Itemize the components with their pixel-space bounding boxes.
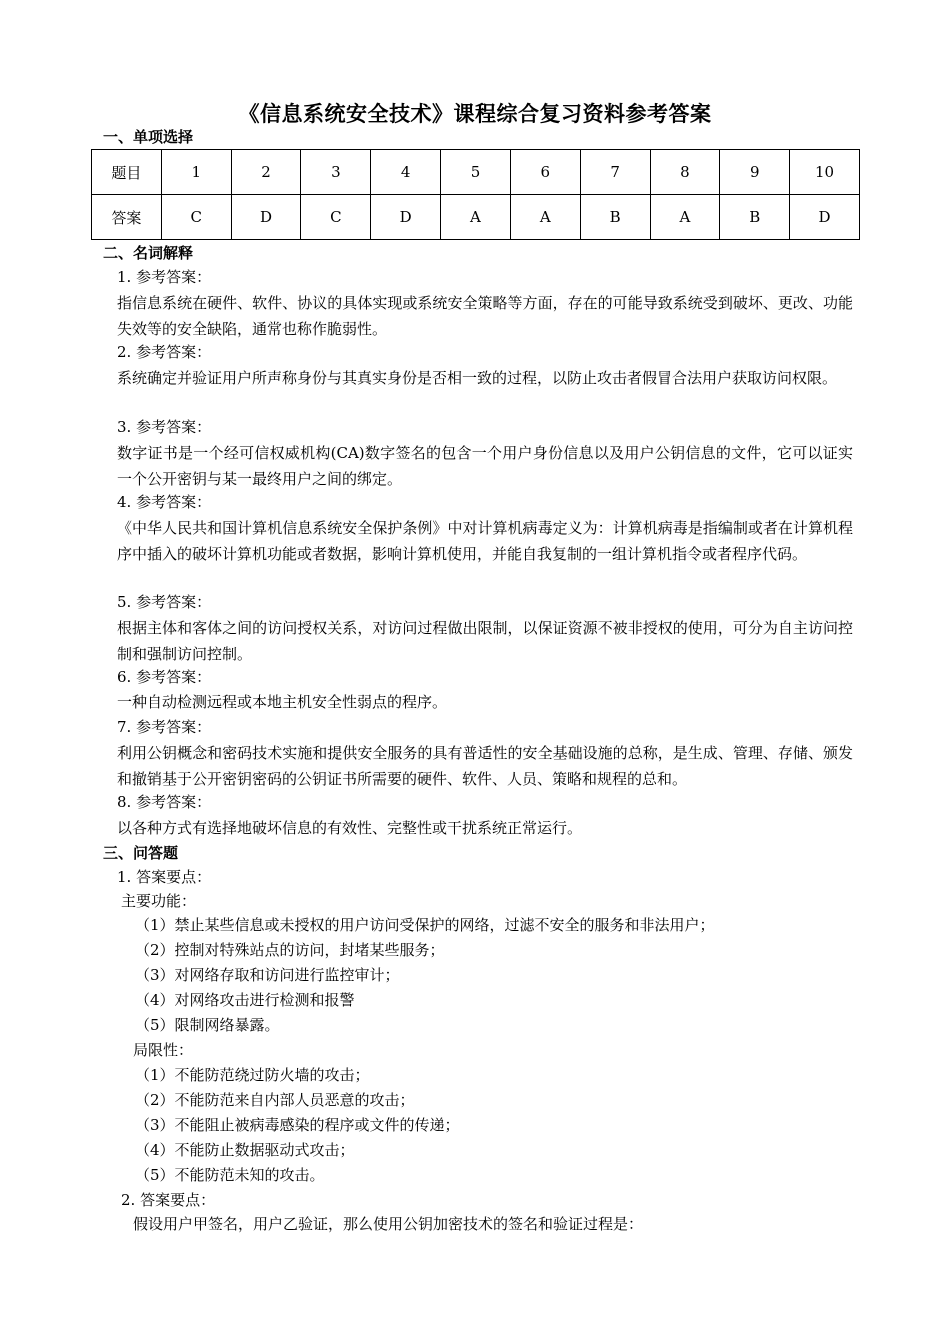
q1-limitations-label: 局限性： bbox=[133, 1041, 194, 1059]
table-cell: 2 bbox=[231, 150, 301, 195]
q2-text: 假设用户甲签名，用户乙验证，那么使用公钥加密技术的签名和验证过程是： bbox=[133, 1215, 644, 1233]
item-label: 5. 参考答案： bbox=[117, 593, 212, 611]
table-cell: 8 bbox=[650, 150, 720, 195]
item-text: 一种自动检测远程或本地主机安全性弱点的程序。 bbox=[117, 693, 448, 711]
table-cell: B bbox=[580, 195, 650, 240]
item-text: 根据主体和客体之间的访问授权关系，对访问过程做出限制，以保证资源不被非授权的使用，可分为自主访问控制和强制访问控制。 bbox=[117, 619, 853, 663]
list-item: （3）不能阻止被病毒感染的程序或文件的传递； bbox=[135, 1116, 460, 1134]
item-label: 8. 参考答案： bbox=[117, 793, 212, 811]
q2-label: 2. 答案要点： bbox=[121, 1191, 216, 1209]
item-text: 指信息系统在硬件、软件、协议的具体实现或系统安全策略等方面，存在的可能导致系统受到破坏、更改、功能失效等的安全缺陷，通常也称作脆弱性。 bbox=[117, 294, 853, 338]
table-cell: D bbox=[371, 195, 441, 240]
list-item: （4）对网络攻击进行检测和报警 bbox=[135, 991, 355, 1009]
list-item: （5）限制网络暴露。 bbox=[135, 1016, 280, 1034]
table-cell: C bbox=[161, 195, 231, 240]
item-label: 4. 参考答案： bbox=[117, 493, 212, 511]
table-cell: 6 bbox=[510, 150, 580, 195]
item-text: 数字证书是一个经可信权威机构(CA)数字签名的包含一个用户身份信息以及用户公钥信息的文件，它可以证实一个公开密钥与某一最终用户之间的绑定。 bbox=[117, 444, 853, 488]
table-cell: 7 bbox=[580, 150, 650, 195]
item-text: 《中华人民共和国计算机信息系统安全保护条例》中对计算机病毒定义为：计算机病毒是指编制或者在计算机程序中插入的破坏计算机功能或者数据，影响计算机使用，并能自我复制的一组计算机指令或者程序代码。 bbox=[117, 519, 853, 563]
list-item: （1）禁止某些信息或未授权的用户访问受保护的网络，过滤不安全的服务和非法用户； bbox=[135, 916, 715, 934]
table-cell: A bbox=[650, 195, 720, 240]
table-cell: 3 bbox=[301, 150, 371, 195]
table-cell: 4 bbox=[371, 150, 441, 195]
table-cell: B bbox=[720, 195, 790, 240]
list-item: （4）不能防止数据驱动式攻击； bbox=[135, 1141, 355, 1159]
table-cell: 10 bbox=[790, 150, 860, 195]
page-title: 《信息系统安全技术》课程综合复习资料参考答案 bbox=[238, 101, 712, 126]
list-item: （5）不能防范未知的攻击。 bbox=[135, 1166, 325, 1184]
list-item: （2）控制对特殊站点的访问，封堵某些服务； bbox=[135, 941, 445, 959]
table-row bbox=[92, 150, 860, 195]
list-item: （1）不能防范绕过防火墙的攻击； bbox=[135, 1066, 370, 1084]
item-text: 以各种方式有选择地破坏信息的有效性、完整性或干扰系统正常运行。 bbox=[117, 819, 583, 837]
table-cell: 1 bbox=[161, 150, 231, 195]
list-item: （3）对网络存取和访问进行监控审计； bbox=[135, 966, 400, 984]
item-text: 系统确定并验证用户所声称身份与其真实身份是否相一致的过程，以防止攻击者假冒合法用户获取访问权限。 bbox=[117, 369, 838, 387]
table-cell: D bbox=[790, 195, 860, 240]
item-label: 2. 参考答案： bbox=[117, 343, 212, 361]
table-cell: A bbox=[441, 195, 511, 240]
item-text: 利用公钥概念和密码技术实施和提供安全服务的具有普适性的安全基础设施的总称，是生成、管理、存储、颁发和撤销基于公开密钥密码的公钥证书所需要的硬件、软件、人员、策略和规程的总和。 bbox=[117, 744, 853, 788]
list-item: （2）不能防范来自内部人员恶意的攻击； bbox=[135, 1091, 415, 1109]
table-cell: C bbox=[301, 195, 371, 240]
answer-table bbox=[91, 149, 860, 240]
table-cell: 5 bbox=[441, 150, 511, 195]
row-label: 答案 bbox=[92, 195, 162, 240]
q1-main-functions-label: 主要功能： bbox=[121, 892, 197, 910]
q1-label: 1. 答案要点： bbox=[117, 868, 212, 886]
section2-heading: 二、名词解释 bbox=[103, 244, 194, 262]
table-cell: D bbox=[231, 195, 301, 240]
item-label: 3. 参考答案： bbox=[117, 418, 212, 436]
section1-heading: 一、单项选择 bbox=[103, 128, 194, 146]
table-cell: A bbox=[510, 195, 580, 240]
table-row bbox=[92, 195, 860, 240]
item-label: 6. 参考答案： bbox=[117, 668, 212, 686]
section3-heading: 三、问答题 bbox=[103, 844, 179, 862]
item-label: 7. 参考答案： bbox=[117, 718, 212, 736]
table-cell: 9 bbox=[720, 150, 790, 195]
item-label: 1. 参考答案： bbox=[117, 268, 212, 286]
row-label: 题目 bbox=[92, 150, 162, 195]
